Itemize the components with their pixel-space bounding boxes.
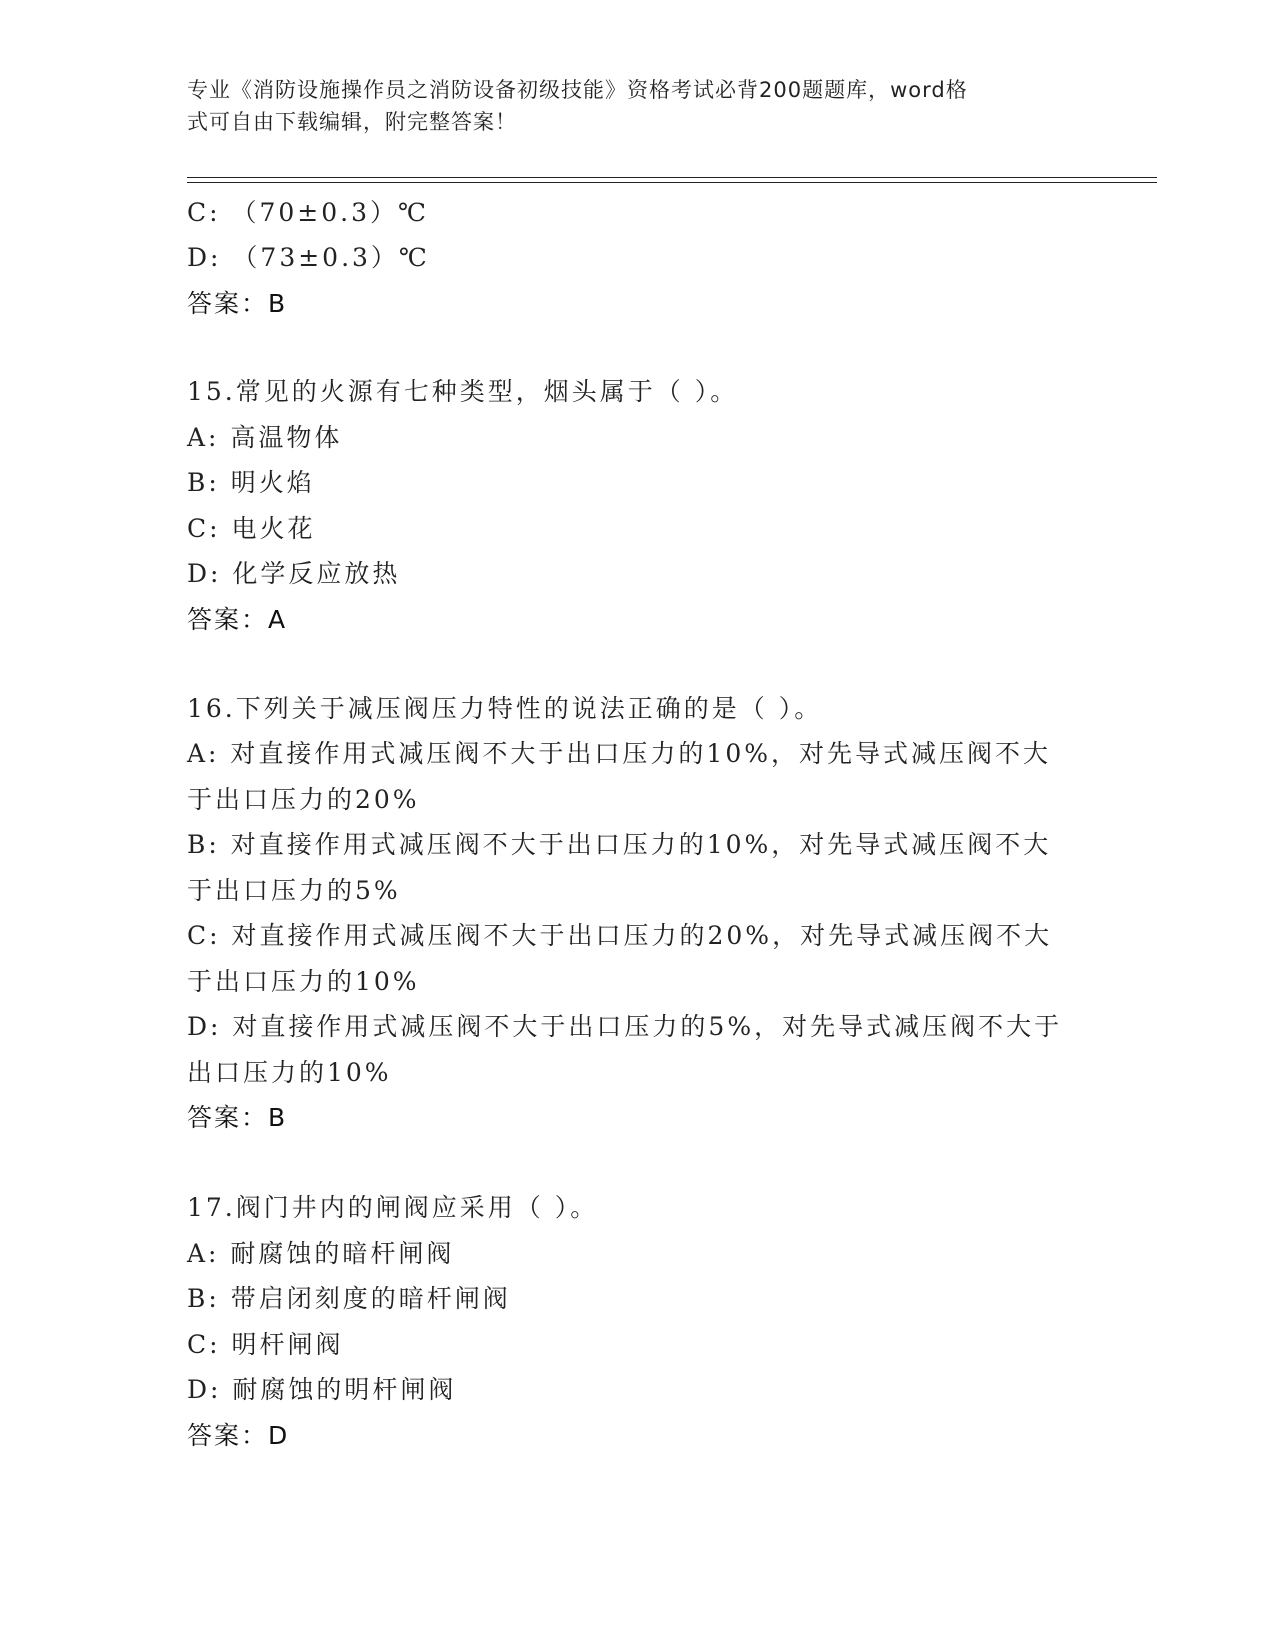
q14-answer: 答案：B — [187, 289, 288, 318]
q17-answer: 答案：D — [187, 1421, 290, 1450]
header-divider-bottom — [187, 182, 1157, 183]
q15-stem: 15.常见的火源有七种类型，烟头属于（ ）。 — [187, 377, 739, 406]
header-divider-top — [187, 177, 1157, 178]
q16-option-a-line-1: A: 对直接作用式减压阀不大于出口压力的10%，对先导式减压阀不大 — [187, 739, 1051, 768]
document-header — [187, 74, 1067, 138]
q17-stem: 17.阀门井内的闸阀应采用（ ）。 — [187, 1193, 599, 1222]
q17-option-c: C: 明杆闸阀 — [187, 1330, 344, 1359]
q16-answer: 答案：B — [187, 1103, 288, 1132]
header-line-1: 专业《消防设施操作员之消防设备初级技能》资格考试必背200题题库，word格 — [187, 78, 968, 102]
q16-option-c-line-1: C: 对直接作用式减压阀不大于出口压力的20%，对先导式减压阀不大 — [187, 921, 1053, 950]
q14-option-d: D: （73±0.3）℃ — [187, 243, 430, 272]
q17-option-b: B: 带启闭刻度的暗杆闸阀 — [187, 1284, 511, 1313]
q16-option-c-line-2: 于出口压力的10% — [187, 967, 420, 996]
q17-option-a: A: 耐腐蚀的暗杆闸阀 — [187, 1239, 455, 1268]
q16-option-d-line-2: 出口压力的10% — [187, 1058, 392, 1087]
q14-option-c: C: （70±0.3）℃ — [187, 198, 429, 227]
q15-option-a: A: 高温物体 — [187, 423, 343, 452]
q16-stem: 16.下列关于减压阀压力特性的说法正确的是（ ）。 — [187, 694, 823, 723]
header-line-2: 式可自由下载编辑，附完整答案！ — [187, 110, 517, 134]
q17-option-d: D: 耐腐蚀的明杆闸阀 — [187, 1375, 457, 1404]
q15-option-b: B: 明火焰 — [187, 468, 315, 497]
q16-option-a-line-2: 于出口压力的20% — [187, 785, 420, 814]
q16-option-b-line-2: 于出口压力的5% — [187, 876, 401, 905]
q15-option-d: D: 化学反应放热 — [187, 559, 401, 588]
q16-option-d-line-1: D: 对直接作用式减压阀不大于出口压力的5%，对先导式减压阀不大于 — [187, 1012, 1063, 1041]
q16-option-b-line-1: B: 对直接作用式减压阀不大于出口压力的10%，对先导式减压阀不大 — [187, 830, 1052, 859]
q15-option-c: C: 电火花 — [187, 514, 316, 543]
q15-answer: 答案：A — [187, 605, 288, 634]
